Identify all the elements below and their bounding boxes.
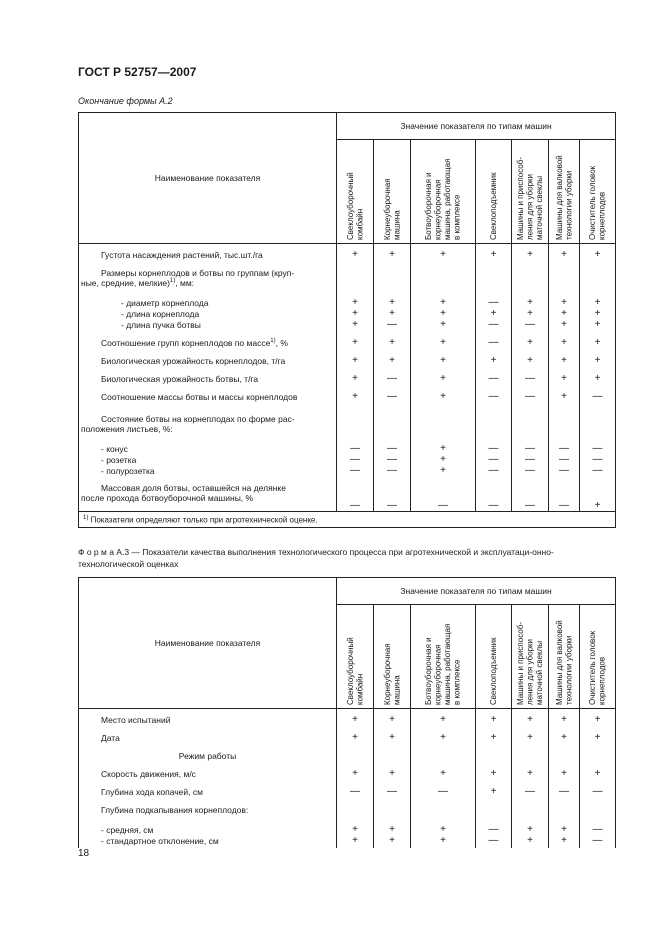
- value-mark: +: [580, 483, 616, 511]
- value-mark: +: [337, 309, 374, 320]
- value-mark: —: [512, 455, 549, 466]
- value-mark: —: [476, 374, 512, 392]
- value-mark: +: [411, 455, 476, 466]
- value-mark: +: [549, 320, 580, 338]
- table-row: [79, 715, 616, 733]
- value-mark: +: [411, 356, 476, 374]
- value-mark: —: [476, 836, 512, 848]
- value-mark: +: [337, 338, 374, 356]
- value-mark: —: [411, 787, 476, 805]
- value-mark: +: [337, 836, 374, 848]
- value-mark: —: [374, 374, 411, 392]
- value-mark: +: [549, 715, 580, 733]
- row-label: Соотношение групп корнеплодов по массе$^{1)}$, %: [79, 338, 337, 356]
- table-row: [79, 320, 616, 338]
- value-mark: —: [337, 483, 374, 511]
- value-mark: +: [411, 309, 476, 320]
- value-mark: +: [476, 309, 512, 320]
- value-mark: +: [374, 309, 411, 320]
- value-mark: +: [476, 787, 512, 805]
- value-mark: —: [476, 320, 512, 338]
- row-label: Глубина хода копачей, см: [79, 787, 337, 805]
- form-a3-table: [78, 577, 616, 848]
- table-row: [79, 356, 616, 374]
- value-mark: +: [476, 769, 512, 787]
- value-mark: —: [580, 455, 616, 466]
- value-mark: —: [580, 466, 616, 483]
- value-mark: +: [337, 392, 374, 414]
- value-mark: +: [374, 769, 411, 787]
- row-label: Густота насаждения растений, тыс.шт./га: [79, 250, 337, 268]
- table-row: [79, 466, 616, 483]
- value-mark: —: [580, 787, 616, 805]
- value-mark: +: [411, 444, 476, 455]
- value-mark: +: [512, 836, 549, 848]
- column-header: Машины для валковой технологии уборки: [549, 605, 580, 709]
- name-column-header: Наименование показателя: [79, 113, 337, 244]
- row-label: Биологическая урожайность корнеплодов, т/га: [79, 356, 337, 374]
- value-mark: —: [374, 483, 411, 511]
- value-mark: +: [549, 250, 580, 268]
- column-header: Свеклоподъемник: [476, 140, 512, 244]
- machine-types-header: Значение показателя по типам машин: [337, 113, 616, 140]
- value-mark: +: [411, 769, 476, 787]
- table-footnote: $^{1)}$ Показатели определяют только при агротехнической оценке.: [79, 511, 616, 528]
- value-mark: +: [374, 298, 411, 309]
- value-mark: +: [337, 769, 374, 787]
- value-mark: +: [580, 715, 616, 733]
- table-row: [79, 751, 616, 769]
- value-mark: +: [337, 733, 374, 751]
- value-mark: +: [374, 733, 411, 751]
- value-mark: +: [411, 733, 476, 751]
- value-mark: +: [411, 320, 476, 338]
- value-mark: +: [549, 356, 580, 374]
- value-mark: —: [512, 392, 549, 414]
- value-mark: +: [580, 298, 616, 309]
- value-mark: +: [411, 466, 476, 483]
- row-label: - средняя, см: [79, 825, 337, 836]
- value-mark: +: [549, 836, 580, 848]
- value-mark: —: [476, 392, 512, 414]
- column-header: Корнеуборочная машина: [374, 140, 411, 244]
- value-mark: —: [512, 444, 549, 455]
- value-mark: +: [580, 338, 616, 356]
- column-header: Машины для валковой технологии уборки: [549, 140, 580, 244]
- value-mark: +: [411, 715, 476, 733]
- table-row: [79, 392, 616, 414]
- value-mark: +: [580, 356, 616, 374]
- value-mark: +: [374, 338, 411, 356]
- value-mark: —: [476, 455, 512, 466]
- value-mark: +: [512, 825, 549, 836]
- value-mark: +: [374, 356, 411, 374]
- value-mark: —: [512, 466, 549, 483]
- row-label: Место испытаний: [79, 715, 337, 733]
- column-header: Корнеуборочная машина: [374, 605, 411, 709]
- value-mark: —: [411, 483, 476, 511]
- row-label: - конус: [79, 444, 337, 455]
- value-mark: +: [411, 836, 476, 848]
- table-row: [79, 836, 616, 848]
- value-mark: —: [374, 455, 411, 466]
- value-mark: +: [337, 356, 374, 374]
- value-mark: +: [411, 374, 476, 392]
- table-row: [79, 250, 616, 268]
- value-mark: —: [549, 444, 580, 455]
- table-row: [79, 338, 616, 356]
- row-label: Скорость движения, м/с: [79, 769, 337, 787]
- value-mark: —: [580, 444, 616, 455]
- value-mark: +: [411, 338, 476, 356]
- row-label: Глубина подкапывания корнеплодов:: [79, 805, 337, 825]
- value-mark: —: [549, 466, 580, 483]
- value-mark: +: [512, 733, 549, 751]
- value-mark: +: [476, 715, 512, 733]
- value-mark: —: [512, 320, 549, 338]
- table-row: [79, 455, 616, 466]
- value-mark: +: [337, 320, 374, 338]
- form-a2-table: [78, 112, 616, 528]
- value-mark: +: [580, 320, 616, 338]
- value-mark: —: [337, 455, 374, 466]
- value-mark: +: [476, 356, 512, 374]
- table-row: [79, 805, 616, 825]
- table-row: [79, 414, 616, 444]
- row-label: - длина корнеплода: [79, 309, 337, 320]
- form-a2-caption: Окончание формы А.2: [78, 96, 173, 106]
- value-mark: —: [580, 392, 616, 414]
- document-title: ГОСТ Р 52757—2007: [78, 65, 197, 79]
- value-mark: +: [337, 825, 374, 836]
- table-row: [79, 374, 616, 392]
- section-label: Режим работы: [79, 751, 337, 769]
- table-row: [79, 298, 616, 309]
- value-mark: +: [549, 392, 580, 414]
- column-header: Машины и приспособ- ления для уборки маточной свеклы: [512, 140, 549, 244]
- value-mark: +: [337, 374, 374, 392]
- table-row: [79, 309, 616, 320]
- row-label: - полурозетка: [79, 466, 337, 483]
- column-header: Свеклоуборочный комбайн: [337, 140, 374, 244]
- value-mark: +: [580, 374, 616, 392]
- table-row: [79, 268, 616, 298]
- row-label: Размеры корнеплодов и ботвы по группам (круп- ные, средние, мелкие)$^{1)}$, мм:: [79, 268, 337, 298]
- value-mark: —: [374, 787, 411, 805]
- value-mark: +: [580, 250, 616, 268]
- value-mark: —: [549, 787, 580, 805]
- value-mark: +: [476, 733, 512, 751]
- row-label: - диаметр корнеплода: [79, 298, 337, 309]
- value-mark: +: [549, 374, 580, 392]
- value-mark: —: [374, 392, 411, 414]
- value-mark: +: [411, 250, 476, 268]
- value-mark: —: [374, 466, 411, 483]
- form-a3-body: [79, 709, 616, 849]
- row-label: Состояние ботвы на корнеплодах по форме рас- положения листьев, %:: [79, 414, 337, 444]
- form-a3-caption: Ф о р м а А.3 — Показатели качества выполнения технологического процесса при агротехнической и эксплуатаци-онно-технологической оценках: [78, 547, 554, 569]
- value-mark: +: [512, 309, 549, 320]
- column-header: Ботвоуборочная и корнеуборочная машина, работающая в комплексе: [411, 140, 476, 244]
- value-mark: —: [476, 298, 512, 309]
- value-mark: +: [512, 250, 549, 268]
- column-header: Машины и приспособ- ления для уборки маточной свеклы: [512, 605, 549, 709]
- value-mark: +: [580, 733, 616, 751]
- name-column-header: Наименование показателя: [79, 578, 337, 709]
- value-mark: +: [512, 715, 549, 733]
- value-mark: —: [549, 483, 580, 511]
- value-mark: +: [374, 715, 411, 733]
- value-mark: +: [512, 338, 549, 356]
- table-row: [79, 769, 616, 787]
- value-mark: —: [512, 374, 549, 392]
- table-row: [79, 825, 616, 836]
- value-mark: —: [337, 466, 374, 483]
- form-a2-body: [79, 244, 616, 528]
- row-label: Соотношение массы ботвы и массы корнеплодов: [79, 392, 337, 414]
- value-mark: +: [549, 309, 580, 320]
- machine-types-header: Значение показателя по типам машин: [337, 578, 616, 605]
- value-mark: +: [374, 836, 411, 848]
- value-mark: —: [476, 444, 512, 455]
- table-row: [79, 483, 616, 511]
- column-header: Ботвоуборочная и корнеуборочная машина, работающая в комплексе: [411, 605, 476, 709]
- column-header: Свеклоуборочный комбайн: [337, 605, 374, 709]
- value-mark: +: [512, 769, 549, 787]
- value-mark: +: [512, 356, 549, 374]
- row-label: Массовая доля ботвы, оставшейся на делянке после прохода ботвоуборочной машины, %: [79, 483, 337, 511]
- value-mark: +: [549, 733, 580, 751]
- row-label: Дата: [79, 733, 337, 751]
- value-mark: +: [337, 250, 374, 268]
- value-mark: +: [549, 338, 580, 356]
- value-mark: —: [337, 444, 374, 455]
- column-header: Свеклоподъемник: [476, 605, 512, 709]
- value-mark: —: [374, 444, 411, 455]
- value-mark: +: [337, 715, 374, 733]
- row-label: - длина пучка ботвы: [79, 320, 337, 338]
- value-mark: —: [337, 787, 374, 805]
- value-mark: —: [512, 787, 549, 805]
- value-mark: +: [549, 298, 580, 309]
- value-mark: —: [476, 466, 512, 483]
- value-mark: +: [549, 825, 580, 836]
- value-mark: +: [337, 298, 374, 309]
- row-label: - стандартное отклонение, см: [79, 836, 337, 848]
- value-mark: +: [411, 825, 476, 836]
- value-mark: —: [512, 483, 549, 511]
- value-mark: +: [512, 298, 549, 309]
- table-row: [79, 733, 616, 751]
- value-mark: —: [476, 338, 512, 356]
- row-label: Биологическая урожайность ботвы, т/га: [79, 374, 337, 392]
- page-number: 18: [78, 848, 90, 859]
- value-mark: +: [476, 250, 512, 268]
- value-mark: +: [549, 769, 580, 787]
- column-header: Очиститель головок корнеплодов: [580, 605, 616, 709]
- value-mark: +: [580, 769, 616, 787]
- value-mark: —: [476, 483, 512, 511]
- value-mark: +: [580, 309, 616, 320]
- value-mark: +: [374, 250, 411, 268]
- table-row: [79, 444, 616, 455]
- value-mark: —: [374, 320, 411, 338]
- value-mark: —: [476, 825, 512, 836]
- value-mark: —: [580, 825, 616, 836]
- value-mark: +: [374, 825, 411, 836]
- value-mark: —: [580, 836, 616, 848]
- row-label: - розетка: [79, 455, 337, 466]
- value-mark: +: [411, 392, 476, 414]
- value-mark: +: [411, 298, 476, 309]
- table-row: [79, 787, 616, 805]
- value-mark: —: [549, 455, 580, 466]
- column-header: Очиститель головок корнеплодов: [580, 140, 616, 244]
